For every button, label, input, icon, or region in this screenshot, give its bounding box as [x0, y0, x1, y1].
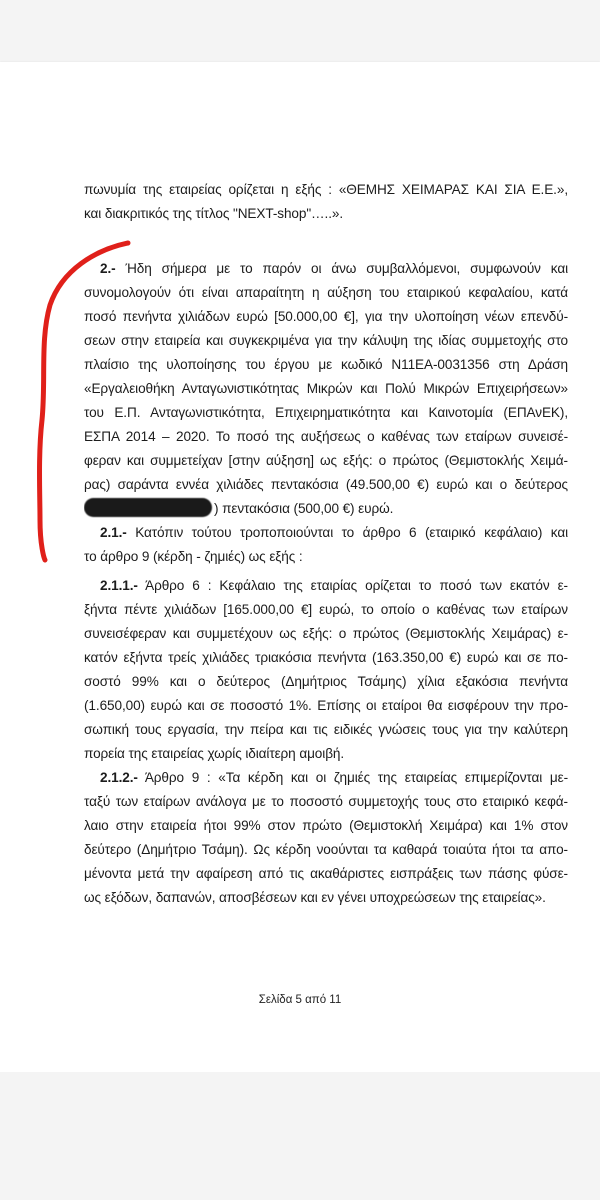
text-line: ως εξόδων, δαπανών, αποσβέσεων και εν γένει υποχρεώσεων της εταιρείας». — [84, 890, 546, 905]
text-line: δεύτερο (Δημήτριο Τσάμη). Ως κέρδη νοούνται τα καθαρά τοιαύτα ήτοι τα απο- — [84, 842, 568, 857]
page-number-footer: Σελίδα 5 από 11 — [258, 994, 342, 1006]
text-line: συνομολογούν ότι είναι απαραίτητη η αύξηση του εταιρικού κεφαλαίου, κατά — [84, 285, 568, 300]
text-line: μένοντα μετά την αφαίρεση από τις ακαθάριστες εισπράξεις των πάσης φύσε- — [84, 866, 568, 881]
section-number: 2.1.1.- — [100, 578, 138, 593]
text-line: σωπική τους εργασία, την πείρα και τις ειδικές γνώσεις τους για την καλύτερη — [84, 722, 568, 737]
text-line: ποσό πενήντα χιλιάδων ευρώ [50.000,00 €], για την υλοποίηση νέων επενδύ- — [84, 309, 568, 324]
document-page — [0, 62, 600, 1072]
text-span: Ήδη σήμερα με το παρόν οι άνω συμβαλλόμενοι, συμφωνούν και — [125, 261, 568, 276]
section-2 — [84, 257, 568, 521]
section-2-1-1-first-line — [84, 574, 568, 598]
text-line: σοστό 99% και ο δεύτερος (Δημήτριος Τσάμης) χίλια εξακόσια πενήντα — [84, 674, 568, 689]
section-2-1 — [84, 521, 568, 569]
section-2-1-first-line — [84, 521, 568, 545]
text-line: (1.650,00) ευρώ και σε ποσοστό 1%. Επίσης οι εταίροι θα εισφέρουν την προ- — [84, 698, 568, 713]
section-number: 2.- — [100, 261, 116, 276]
text-line: συνεισέφεραν και συμμετέχουν ως εξής: ο πρώτος (Θεμιστοκλής Χειμάρας) ε- — [84, 626, 568, 641]
text-span: Άρθρο 6 : Κεφάλαιο της εταιρίας ορίζεται το ποσό των εκατόν ε- — [145, 578, 568, 593]
text-line: ταξύ των εταίρων ανάλογα με το ποσοστό συμμετοχής τους στο εταιρικό κεφά- — [84, 794, 568, 809]
redaction-mark — [84, 498, 212, 517]
text-span: Κατόπιν τούτου τροποποιούνται το άρθρο 6 (εταιρικό κεφάλαιο) και — [135, 525, 568, 540]
text-line: πωνυμία της εταιρείας ορίζεται η εξής : «ΘΕΜΗΣ ΧΕΙΜΑΡΑΣ ΚΑΙ ΣΙΑ Ε.Ε.», — [84, 182, 568, 197]
top-margin — [0, 0, 600, 62]
text-line: φεραν και συμμετείχαν [στην αύξηση] ως εξής: ο πρώτος (Θεμιστοκλής Χειμά- — [84, 453, 568, 468]
section-2-1-2-first-line — [84, 766, 568, 790]
text-line: κατόν εξήντα τρείς χιλιάδες τριακόσια πενήντα (163.350,00 €) ευρώ και σε πο- — [84, 650, 568, 665]
section-2-first-line — [84, 257, 568, 281]
text-line: και διακριτικός της τίτλος "NEXT-shop"…..». — [84, 206, 344, 221]
text-line: του Ε.Π. Ανταγωνιστικότητα, Επιχειρηματικότητα και Καινοτομία (ΕΠΑνΕΚ), — [84, 405, 568, 420]
text-line: πορεία της εταιρείας χωρίς ιδιαίτερη αμοιβή. — [84, 746, 345, 761]
text-line: λαιο στην εταιρεία ήτοι 99% στον πρώτο (Θεμιστοκλή Χειμάρα) και 1% στον — [84, 818, 568, 833]
top-paragraph — [84, 178, 568, 226]
section-2-1-2 — [84, 766, 568, 910]
section-2-1-1 — [84, 574, 568, 766]
section-2-last-line — [84, 497, 568, 521]
text-line: «Εργαλειοθήκη Ανταγωνιστικότητας Μικρών και Πολύ Μικρών Επιχειρήσεων» — [84, 381, 568, 396]
text-line: το άρθρο 9 (κέρδη - ζημιές) ως εξής : — [84, 549, 303, 564]
text-line: ΕΣΠΑ 2014 – 2020. Το ποσό της αυξήσεως ο καθένας των εταίρων συνεισέ- — [84, 429, 568, 444]
text-line: ρας) σαράντα εννέα χιλιάδες πεντακόσια (49.500,00 €) ευρώ και ο δεύτερος — [84, 477, 568, 492]
text-line: σεων στην εταιρεία και συγκεκριμένα για την κάλυψη της ιδίας συμμετοχής στο — [84, 333, 568, 348]
text-span: Άρθρο 9 : «Τα κέρδη και οι ζημιές της εταιρείας επιμερίζονται με- — [144, 770, 568, 785]
text-line: ξήντα πέντε χιλιάδων [165.000,00 €] ευρώ, το οποίο ο καθένας των εταίρων — [84, 602, 568, 617]
text-span: ) πεντακόσια (500,00 €) ευρώ. — [214, 501, 394, 516]
section-number: 2.1.- — [100, 525, 127, 540]
text-line: πλαίσιο της υλοποίησης του έργου με κωδικό Ν11ΕΑ-0031356 στη Δράση — [84, 357, 568, 372]
bottom-margin — [0, 1072, 600, 1200]
section-number: 2.1.2.- — [100, 770, 138, 785]
